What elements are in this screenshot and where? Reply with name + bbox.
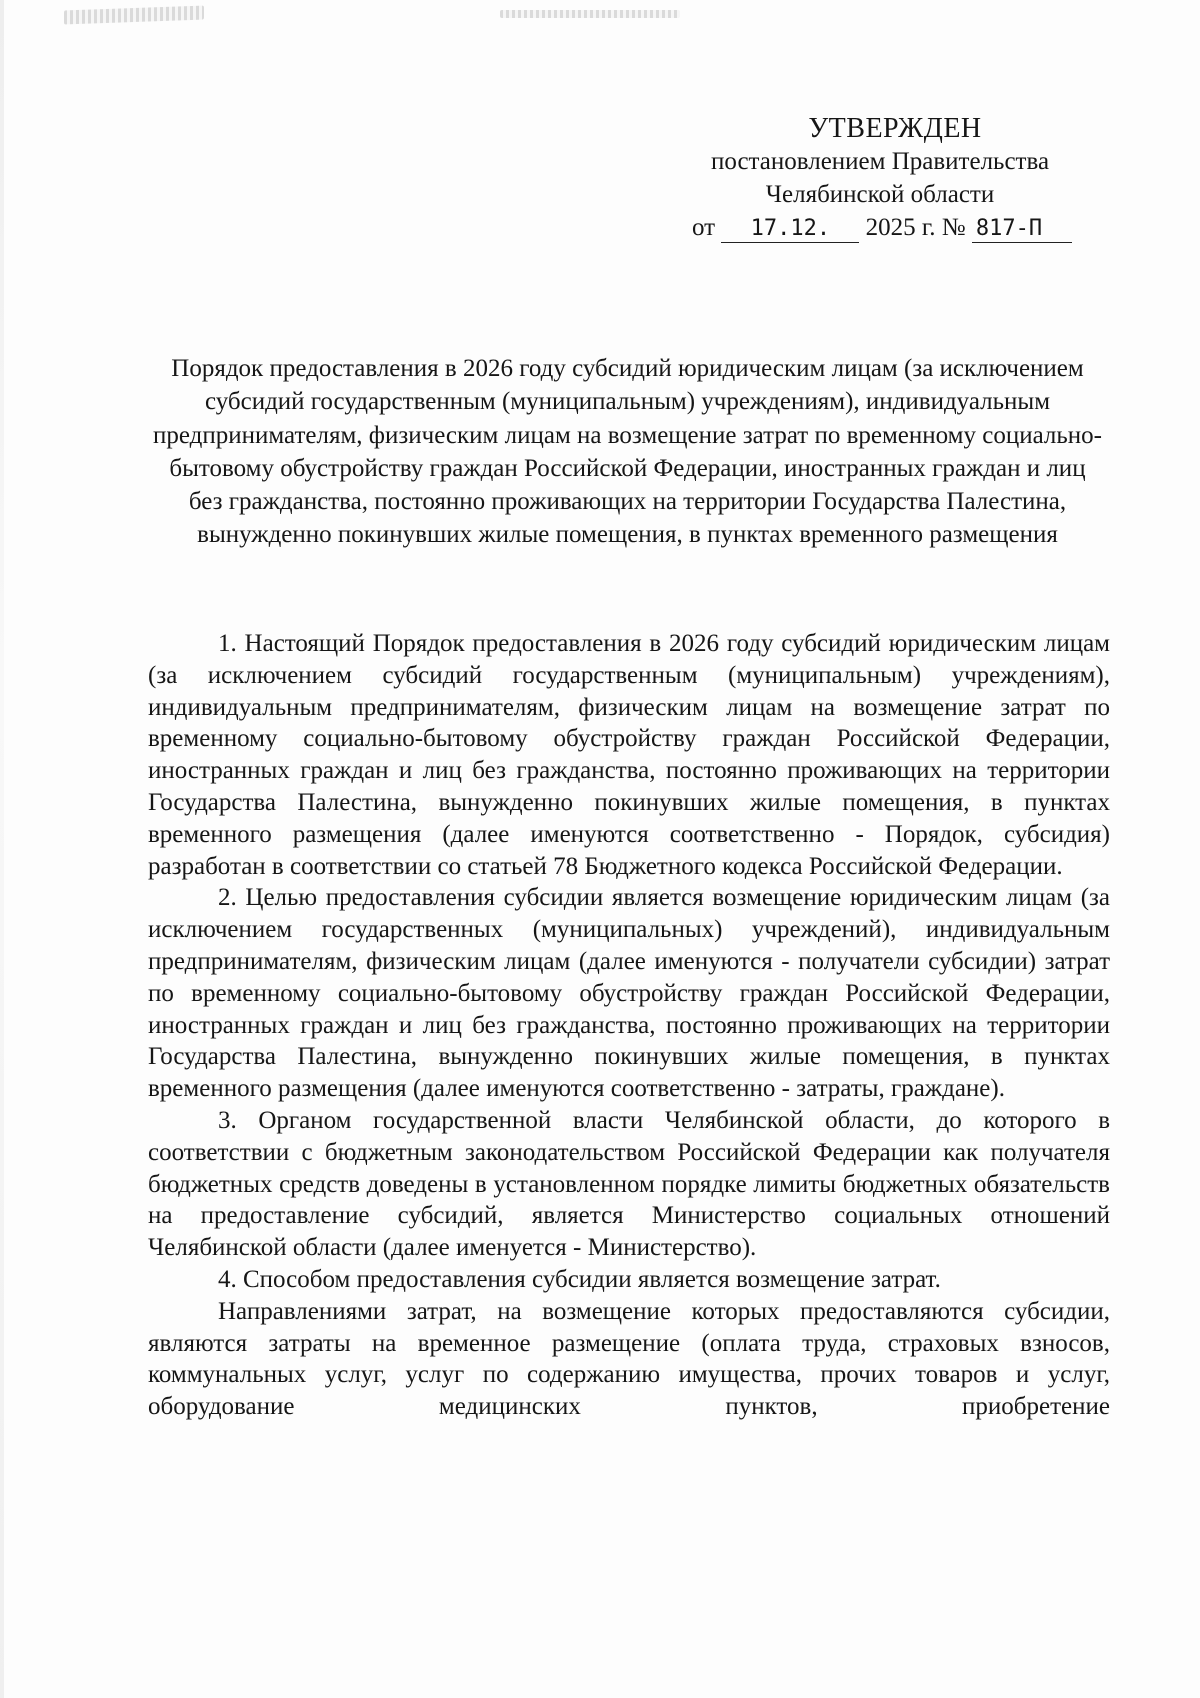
approval-title: УТВЕРЖДЕН (808, 113, 982, 144)
document-body (148, 628, 1110, 1423)
date-prefix: от (692, 214, 716, 241)
approval-date-line (660, 211, 1100, 244)
paragraph-4: 4. Способом предоставления субсидии является возмещение затрат. (218, 1265, 941, 1293)
paragraph-2: 2. Целью предоставления субсидии является возмещение юридическим лицам (за исключением государственных (муниципальных) учреждений), индивидуальным предпринимателям, физическим лицам (далее именуются - получатели субсидии) затрат по временному социально-бытовому обустройству граждан Российской Федерации, иностранных граждан и лиц без гражданства, постоянно проживающих на территории Государства Палестина, вынужденно покинувших жилые помещения, в пунктах временного размещения (далее именуются соответственно - затраты, граждане). (148, 884, 1110, 1103)
approval-stamp-block (660, 112, 1100, 244)
year-text: 2025 г. № (865, 214, 966, 241)
paragraph-1: 1. Настоящий Порядок предоставления в 2026 году субсидий юридическим лицам (за исключением субсидий государственным (муниципальным) учреждениям), индивидуальным предпринимателям, физическим лицам на возмещение затрат по временному социально-бытовому обустройству граждан Российской Федерации, иностранных граждан и лиц без гражданства, постоянно проживающих на территории Государства Палестина, вынужденно покинувших жилые помещения, в пунктах временного размещения (далее именуются соответственно - Порядок, субсидия) разработан в соответствии со статьей 78 Бюджетного кодекса Российской Федерации. (148, 630, 1110, 880)
paragraph-3: 3. Органом государственной власти Челябинской области, до которого в соответствии с бюджетным законодательством Российской Федерации как получателя бюджетных средств доведены в установленном порядке лимиты бюджетных обязательств на предоставление субсидий, является Министерство социальных отношений Челябинской области (далее именуется - Министерство). (148, 1106, 1110, 1262)
document-title: Порядок предоставления в 2026 году субсидий юридическим лицам (за исключением субсидий государственным (муниципальным) учреждениям), индивидуальным предпринимателям, физическим лицам на возмещение затрат по временному социально-бытовому обустройству граждан Российской Федерации, иностранных граждан и лиц без гражданства, постоянно проживающих на территории Государства Палестина, вынужденно покинувших жилые помещения, в пунктах временного размещения (153, 355, 1102, 549)
approval-line-1: постановлением Правительства (710, 148, 1050, 175)
scan-edge (0, 0, 4, 1698)
approval-line-2: Челябинской области (765, 181, 995, 208)
paragraph-5: Направлениями затрат, на возмещение которых предоставляются субсидии, являются затраты на временное размещение (оплата труда, страховых взносов, коммунальных услуг, услуг по содержанию имущества, прочих товаров и услуг, оборудование медицинских пунктов, приобретение (148, 1297, 1110, 1421)
scan-artifact (500, 10, 680, 18)
scan-artifact (64, 6, 204, 25)
date-value: 17.12. (721, 216, 859, 243)
document-number: 817-П (972, 216, 1072, 243)
